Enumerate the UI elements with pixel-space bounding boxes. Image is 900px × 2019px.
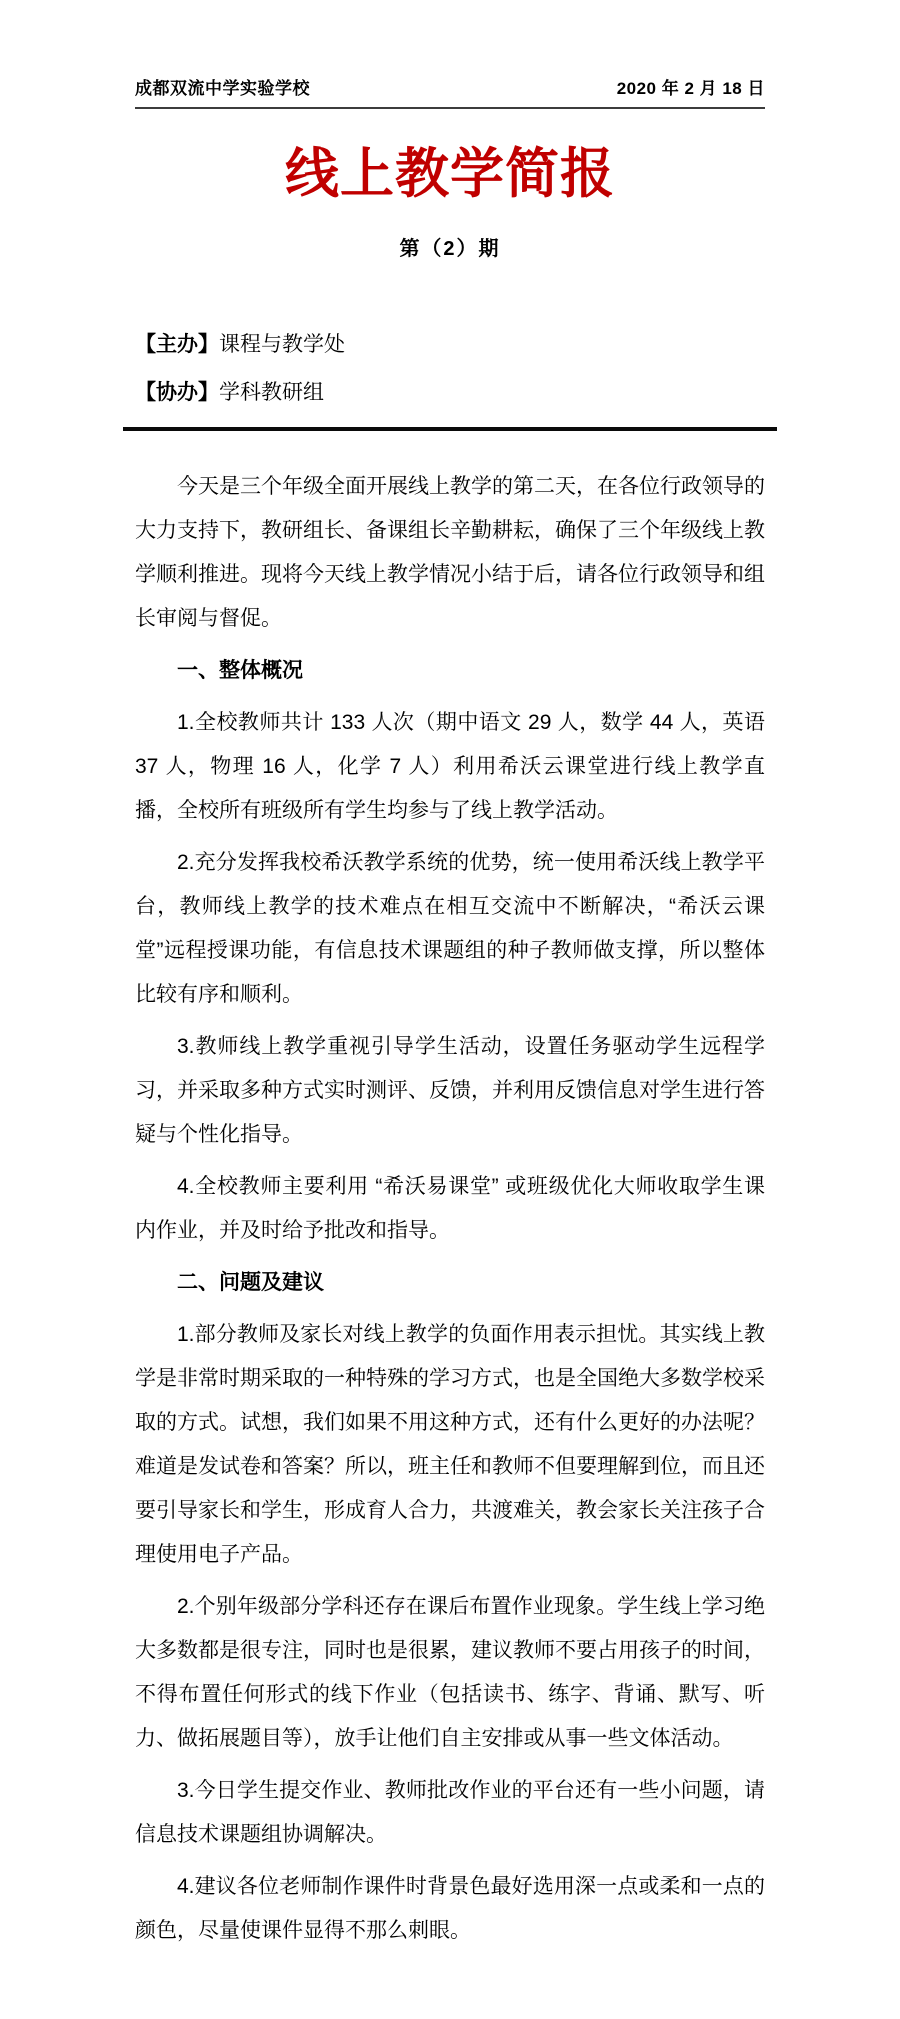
- body-paragraph: 1.部分教师及家长对线上教学的负面作用表示担忧。其实线上教学是非常时期采取的一种特殊的学习方式，也是全国绝大多数学校采取的方式。试想，我们如果不用这种方式，还有什么更好的办法呢？难道是发试卷和答案？所以，班主任和教师不但要理解到位，而且还要引导家长和学生，形成育人合力，共渡难关，教会家长关注孩子合理使用电子产品。: [135, 1323, 765, 1566]
- organizer-label-cohost: 【协办】: [135, 381, 219, 404]
- body-paragraph: 1.全校教师共计 133 人次（期中语文 29 人，数学 44 人，英语 37 人，物理 16 人，化学 7 人）利用希沃云课堂进行线上教学直播，全校所有班级所有学生均参与了线上教学活动。: [135, 711, 765, 822]
- section-heading-issues: 二、问题及建议: [177, 1271, 324, 1294]
- organizer-value-cohost: 学科教研组: [219, 381, 324, 404]
- intro-paragraph: 今天是三个年级全面开展线上教学的第二天，在各位行政领导的大力支持下，教研组长、备课组长辛勤耕耘，确保了三个年级线上教学顺利推进。现将今天线上教学情况小结于后，请各位行政领导和组长审阅与督促。: [135, 475, 765, 630]
- organizer-line-host: [135, 331, 765, 359]
- organizer-value-host: 课程与教学处: [219, 333, 345, 356]
- issue-number: 第（2）期: [399, 238, 501, 260]
- page-title: 线上教学简报: [285, 144, 615, 204]
- document-body: [135, 465, 765, 1953]
- document-header: [135, 0, 765, 100]
- body-paragraph: 3.教师线上教学重视引导学生活动，设置任务驱动学生远程学习，并采取多种方式实时测评、反馈，并利用反馈信息对学生进行答疑与个性化指导。: [135, 1035, 765, 1146]
- organizer-line-cohost: [135, 379, 765, 407]
- body-paragraph: 4.建议各位老师制作课件时背景色最好选用深一点或柔和一点的颜色，尽量使课件显得不那么刺眼。: [135, 1875, 765, 1942]
- header-divider: [135, 107, 765, 109]
- section-heading-overview: 一、整体概况: [177, 659, 303, 682]
- report-date: 2020 年 2 月 18 日: [616, 79, 765, 98]
- organizer-label-host: 【主办】: [135, 333, 219, 356]
- body-paragraph: 3.今日学生提交作业、教师批改作业的平台还有一些小问题，请信息技术课题组协调解决。: [135, 1779, 765, 1846]
- section-divider: [123, 427, 777, 431]
- body-paragraph: 2.充分发挥我校希沃教学系统的优势，统一使用希沃线上教学平台，教师线上教学的技术难点在相互交流中不断解决，“希沃云课堂”远程授课功能，有信息技术课题组的种子教师做支撑，所以整体比较有序和顺利。: [135, 851, 765, 1006]
- body-paragraph: 4.全校教师主要利用 “希沃易课堂” 或班级优化大师收取学生课内作业，并及时给予批改和指导。: [135, 1175, 765, 1242]
- school-name: 成都双流中学实验学校: [135, 79, 310, 98]
- organizer-block: [135, 331, 765, 407]
- body-paragraph: 2.个别年级部分学科还存在课后布置作业现象。学生线上学习绝大多数都是很专注，同时也是很累，建议教师不要占用孩子的时间，不得布置任何形式的线下作业（包括读书、练字、背诵、默写、听力、做拓展题目等），放手让他们自主安排或从事一些文体活动。: [135, 1595, 765, 1750]
